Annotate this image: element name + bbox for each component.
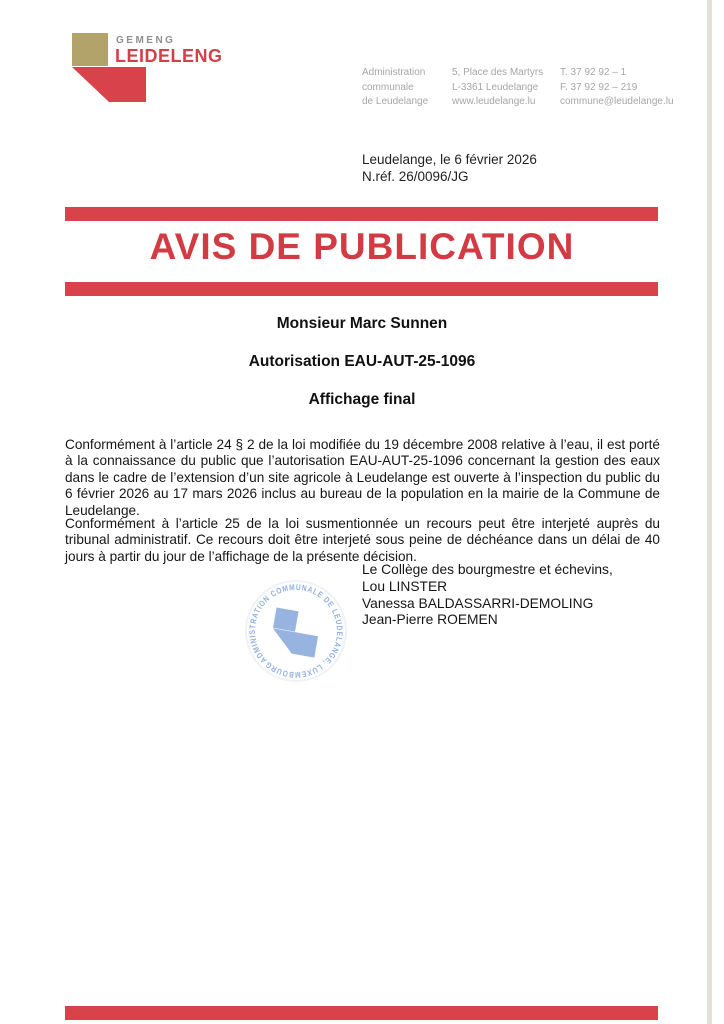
body-paragraph-2: Conformément à l’article 25 de la loi susmentionnée un recours peut être interjeté auprès du tribunal administratif. Ce recours doit être interjeté sous peine de déchéance dans un délai de 40 jours à partir du jour de l’affichage de la présente décision.: [65, 515, 660, 564]
letterhead-contact-column: [560, 66, 680, 110]
signature-college-line: Le Collège des bourgmestre et échevins,: [362, 562, 613, 577]
letterhead-org-column: [362, 66, 452, 110]
letterhead-line: 5, Place des Martyrs: [452, 67, 544, 78]
stage-heading: Affichage final: [308, 391, 416, 408]
signature-block: [362, 562, 613, 629]
commune-seal-stamp: [236, 571, 356, 691]
letterhead-line: communale: [362, 81, 414, 93]
letterhead-block: [362, 66, 680, 110]
letterhead-line: Administration: [362, 67, 426, 78]
scan-edge-artifact: [707, 0, 712, 1024]
letterhead-email: commune@leudelange.lu: [560, 96, 674, 107]
authorization-heading: Autorisation EAU-AUT-25-1096: [248, 353, 476, 370]
stamp-logo-mark: [269, 608, 322, 658]
recipient-heading: Monsieur Marc Sunnen: [276, 315, 448, 332]
letterhead-line: de Leudelange: [362, 96, 429, 107]
dateline-block: [362, 151, 537, 185]
letterhead-address-column: [452, 66, 560, 110]
body-paragraph-1: Conformément à l’article 24 § 2 de la loi modifiée du 19 décembre 2008 relative à l’eau, il est porté à la connaissance du public que l’autorisation EAU-AUT-25-1096 concernant la gestion des eaux dans le cadre de l’extension d’un site agricole à Leudelange est ouverte à l’inspection du public du 6 février 2026 au 17 mars 2026 inclus au bureau de la population en la mairie de la Commune de Leudelange.: [65, 436, 660, 518]
place-date-line: Leudelange, le 6 février 2026: [362, 152, 537, 167]
footer-rule: [65, 1006, 658, 1020]
letterhead-line: L-3361 Leudelange: [452, 81, 539, 93]
signatory-name: Vanessa BALDASSARRI-DEMOLING: [362, 595, 594, 611]
title-rule-top: [65, 207, 658, 221]
letterhead-website: www.leudelange.lu: [452, 96, 536, 107]
signatory-name: Jean-Pierre ROEMEN: [362, 612, 498, 628]
logo-gemeng-text: GEMENG: [116, 35, 176, 46]
letterhead-phone: T. 37 92 92 – 1: [560, 67, 627, 78]
document-title: AVIS DE PUBLICATION: [149, 226, 575, 267]
title-rule-bottom: [65, 282, 658, 296]
svg-text:ADMINISTRATION COMMUNALE DE LE: [248, 583, 344, 679]
letterhead-fax: F. 37 92 92 – 219: [560, 81, 638, 93]
logo-name-text: LEIDELENG: [115, 46, 223, 66]
stamp-circular-text: ADMINISTRATION COMMUNALE DE LEUDELANGE, LUXEMBOURG: [247, 582, 345, 680]
reference-line: N.réf. 26/0096/JG: [362, 169, 469, 184]
signatory-name: Lou LINSTER: [362, 578, 448, 594]
